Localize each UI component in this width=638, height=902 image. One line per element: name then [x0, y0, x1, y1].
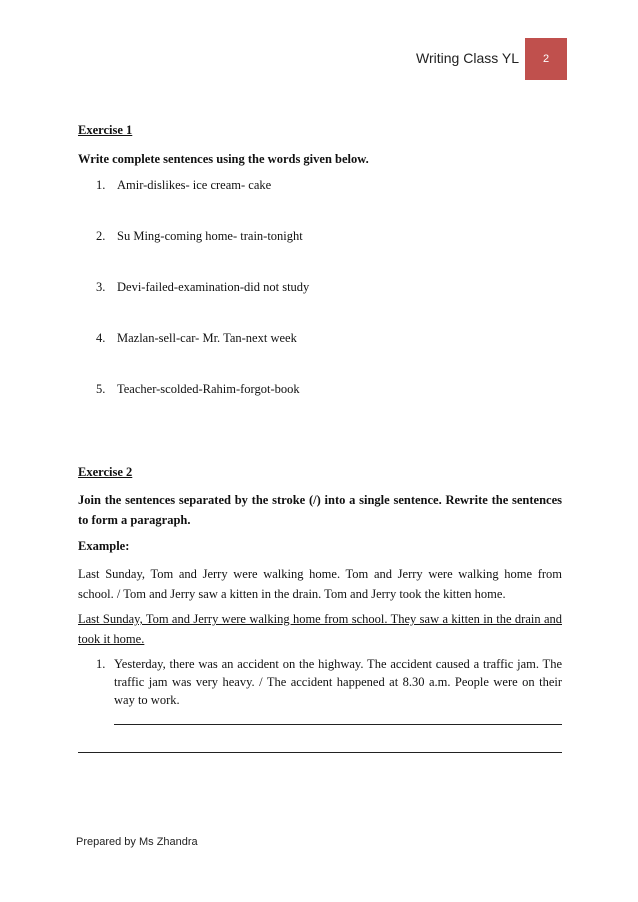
exercise1-instruction: Write complete sentences using the words given below.: [78, 152, 369, 166]
list-item-text: Mazlan-sell-car- Mr. Tan-next week: [117, 331, 297, 345]
list-item: [96, 382, 300, 397]
question-item: [96, 655, 562, 709]
answer-line: [114, 724, 562, 725]
list-item-number: 2.: [96, 229, 106, 243]
answer-line: [78, 752, 562, 753]
list-item-number: 5.: [96, 382, 106, 396]
question-text: Yesterday, there was an accident on the highway. The accident caused a traffic jam. The traffic jam was very heavy. / The accident happened at 8.30 a.m. People were on their way to work.: [114, 657, 562, 707]
example-answer: Last Sunday, Tom and Jerry were walking home from school. They saw a kitten in the drain and took it home.: [78, 612, 562, 646]
example-text: Last Sunday, Tom and Jerry were walking home. Tom and Jerry were walking home from school. / Tom and Jerry saw a kitten in the drain. Tom and Jerry took the kitten home.: [78, 567, 562, 601]
exercise1-heading: Exercise 1: [78, 123, 133, 137]
list-item-text: Devi-failed-examination-did not study: [117, 280, 310, 294]
list-item-number: 1.: [96, 178, 106, 192]
question-number: 1.: [96, 657, 106, 671]
exercise2-heading: Exercise 2: [78, 465, 133, 479]
list-item-text: Teacher-scolded-Rahim-forgot-book: [117, 382, 300, 396]
list-item: [96, 178, 271, 193]
header-title: Writing Class YL: [416, 50, 519, 66]
list-item-text: Amir-dislikes- ice cream- cake: [117, 178, 272, 192]
page-number-badge: 2: [525, 38, 567, 80]
list-item-text: Su Ming-coming home- train-tonight: [117, 229, 303, 243]
example-label: Example:: [78, 539, 130, 553]
list-item: [96, 280, 309, 295]
list-item-number: 3.: [96, 280, 106, 294]
list-item-number: 4.: [96, 331, 106, 345]
list-item: [96, 331, 297, 346]
list-item: [96, 229, 303, 244]
exercise2-instruction: Join the sentences separated by the stroke (/) into a single sentence. Rewrite the sentences to form a paragraph.: [78, 493, 562, 527]
footer-text: Prepared by Ms Zhandra: [76, 836, 198, 848]
